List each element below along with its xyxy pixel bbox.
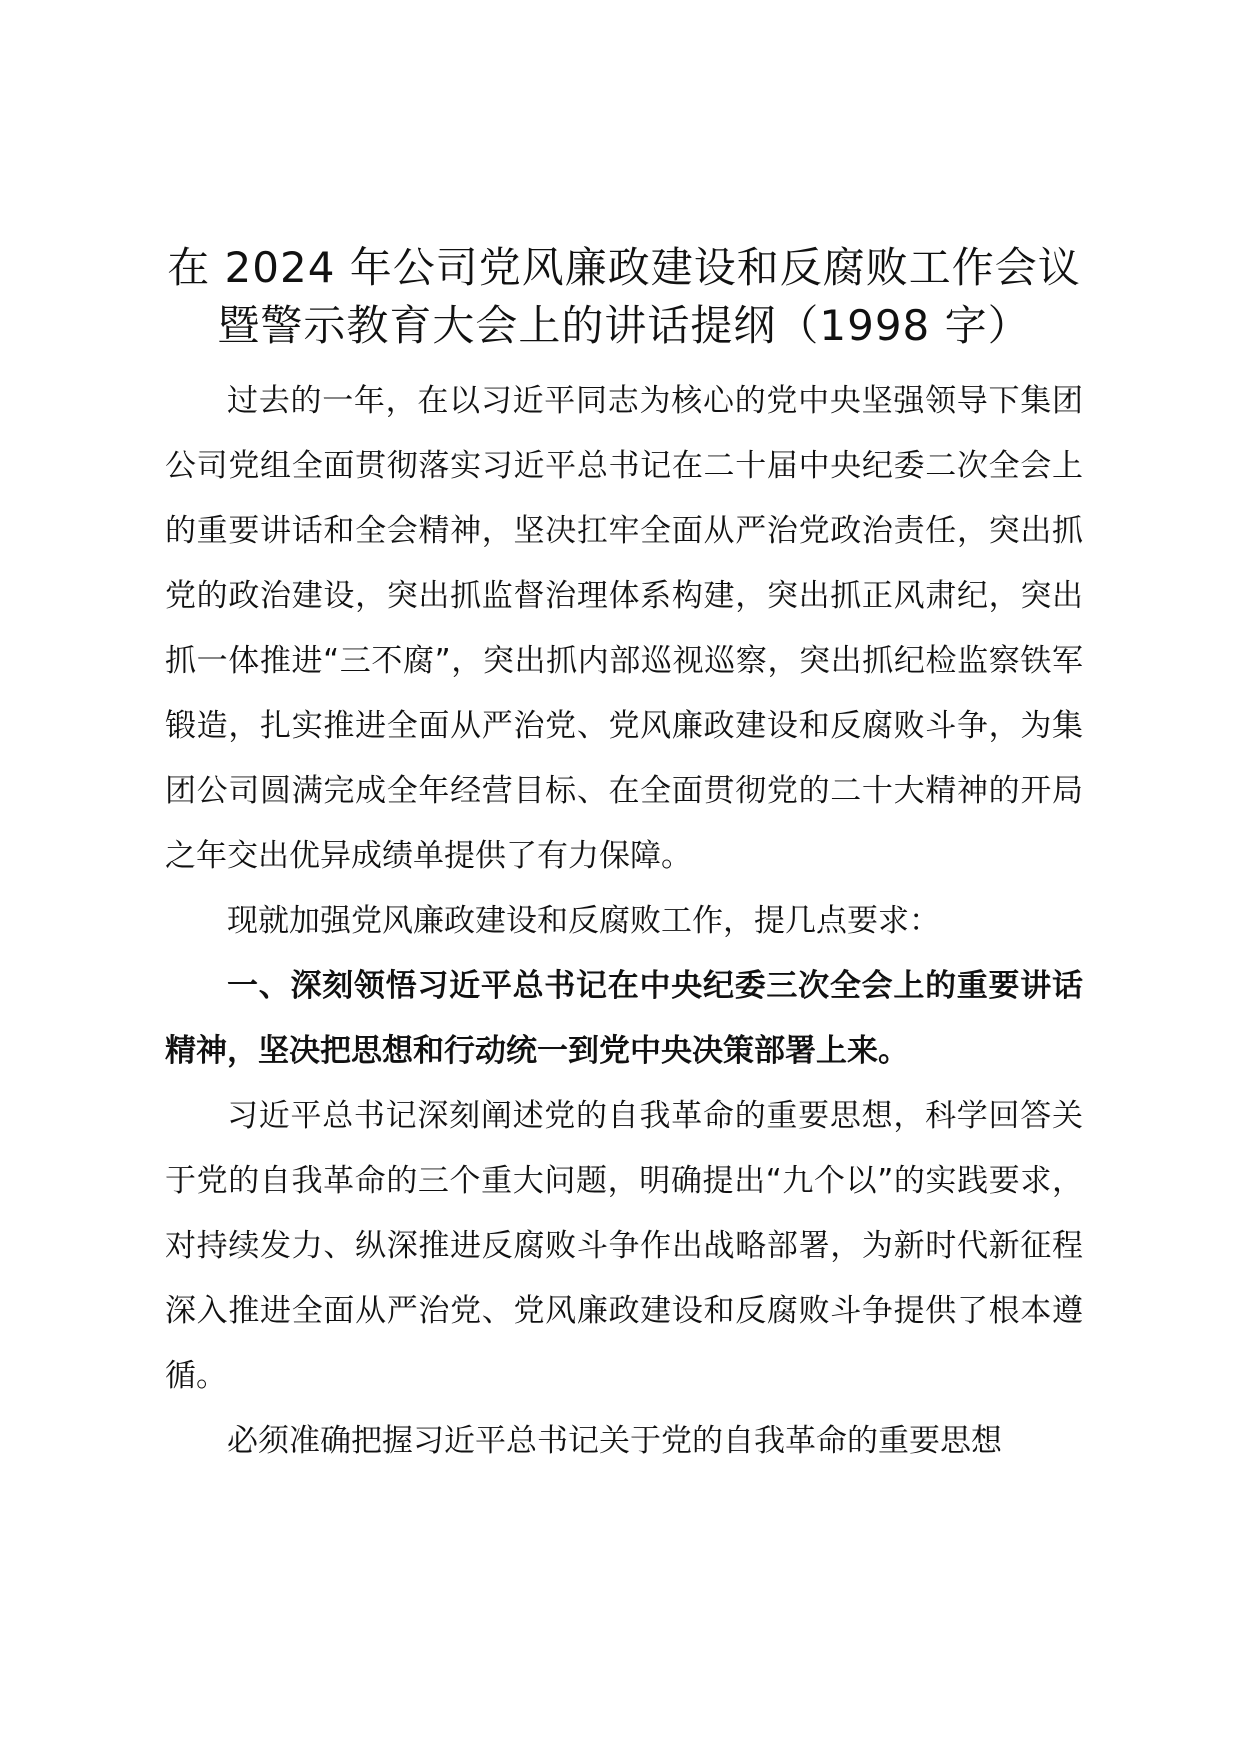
paragraph-self-revolution: 习近平总书记深刻阐述党的自我革命的重要思想，科学回答关于党的自我革命的三个重大问题，明确提出“九个以”的实践要求，对持续发力、纵深推进反腐败斗争作出战略部署，为新时代新征程深入推进全面从严治党、党风廉政建设和反腐败斗争提供了根本遵循。	[165, 1098, 1083, 1394]
document-body	[165, 369, 1083, 1474]
document-content	[165, 239, 1083, 1474]
document-title: 在 2024 年公司党风廉政建设和反腐败工作会议暨警示教育大会上的讲话提纲（1998 字）	[167, 243, 1081, 350]
paragraph-requirements-intro: 现就加强党风廉政建设和反腐败工作，提几点要求：	[227, 903, 940, 939]
paragraph-must-grasp: 必须准确把握习近平总书记关于党的自我革命的重要思想	[227, 1423, 1002, 1459]
paragraph-review: 过去的一年，在以习近平同志为核心的党中央坚强领导下集团公司党组全面贯彻落实习近平总书记在二十届中央纪委二次全会上的重要讲话和全会精神，坚决扛牢全面从严治党政治责任，突出抓党的政治建设，突出抓监督治理体系构建，突出抓正风肃纪，突出抓一体推进“三不腐”，突出抓内部巡视巡察，突出抓纪检监察铁军锻造，扎实推进全面从严治党、党风廉政建设和反腐败斗争，为集团公司圆满完成全年经营目标、在全面贯彻党的二十大精神的开局之年交出优异成绩单提供了有力保障。	[165, 383, 1083, 874]
section-heading-one: 一、深刻领悟习近平总书记在中央纪委三次全会上的重要讲话精神，坚决把思想和行动统一到党中央决策部署上来。	[165, 968, 1083, 1069]
